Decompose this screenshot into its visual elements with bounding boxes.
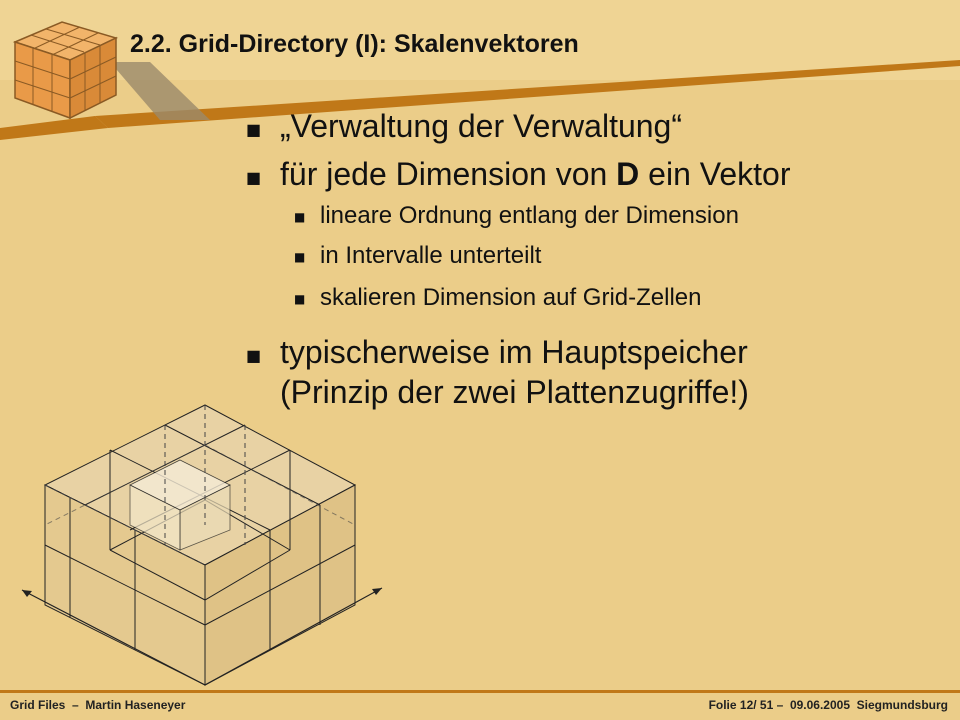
square-bullet-icon: ■ bbox=[294, 292, 306, 306]
bullet-text-post: ein Vektor bbox=[639, 156, 791, 192]
bullet-text bbox=[280, 156, 790, 193]
grid-cube-diagram bbox=[0, 400, 400, 690]
square-bullet-icon: ■ bbox=[246, 346, 262, 365]
bullet-text: „Verwaltung der Verwaltung“ bbox=[280, 108, 682, 144]
footer-divider bbox=[0, 690, 960, 693]
bullet-text-line1: typischerweise im Hauptspeicher bbox=[280, 334, 748, 370]
subbullet-text: in Intervalle unterteilt bbox=[320, 242, 542, 269]
square-bullet-icon: ■ bbox=[246, 168, 262, 187]
bullet-text-line2: (Prinzip der zwei Plattenzugriffe!) bbox=[280, 374, 749, 410]
footer-slide-info: Folie 12/ 51 – 09.06.2005 Siegmundsburg bbox=[708, 698, 948, 712]
square-bullet-icon: ■ bbox=[294, 210, 306, 224]
square-bullet-icon: ■ bbox=[294, 250, 306, 264]
slide-title: 2.2. Grid-Directory (I): Skalenvektoren bbox=[130, 30, 579, 58]
footer-author: Grid Files – Martin Haseneyer bbox=[10, 698, 186, 712]
subbullet-text: lineare Ordnung entlang der Dimension bbox=[320, 202, 739, 229]
bullet-text-bold: D bbox=[616, 156, 640, 192]
square-bullet-icon: ■ bbox=[246, 120, 262, 139]
subbullet-text: skalieren Dimension auf Grid-Zellen bbox=[320, 284, 702, 311]
bullet-text-pre: für jede Dimension von bbox=[280, 156, 617, 192]
